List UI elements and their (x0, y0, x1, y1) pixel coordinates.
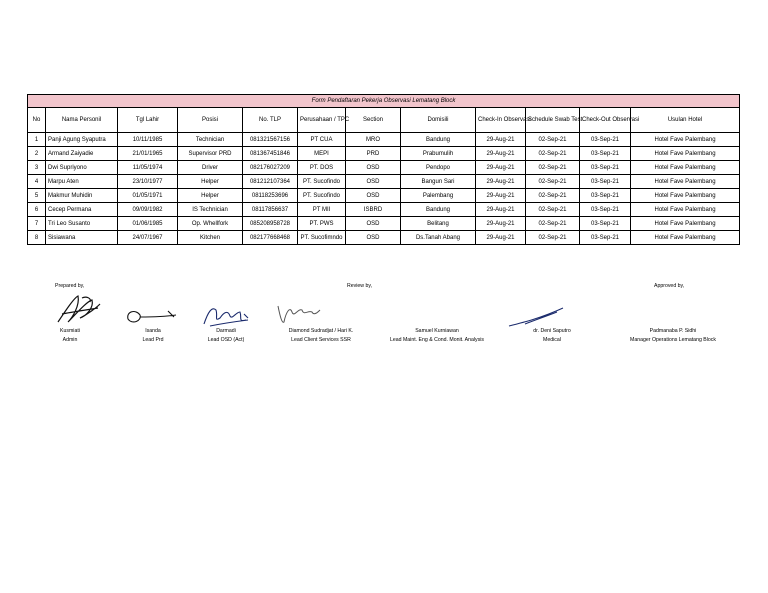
cell-section: ISBRD (346, 203, 401, 217)
cell-swab-test: 02-Sep-21 (526, 203, 580, 217)
table-row (28, 161, 740, 175)
table-row (28, 231, 740, 245)
signatory-role: Admin (62, 337, 78, 343)
table-row (28, 189, 740, 203)
cell-check-in: 29-Aug-21 (476, 161, 526, 175)
cell-no-tlp: 085208958728 (243, 217, 298, 231)
cell-section: OSD (346, 189, 401, 203)
cell-nama: Dwi Supriyono (46, 161, 118, 175)
cell-no: 7 (28, 217, 46, 231)
signatory-samuel (378, 327, 496, 345)
signatory-isanda (133, 327, 173, 345)
cell-check-out: 03-Sep-21 (580, 217, 631, 231)
header-no-tlp: No. TLP (243, 108, 298, 133)
header-usulan-hotel: Usulan Hotel (631, 108, 740, 133)
signatory-name: Kusmiati (60, 328, 80, 334)
cell-swab-test: 02-Sep-21 (526, 161, 580, 175)
table-row (28, 203, 740, 217)
review-by-label: Review by, (347, 283, 372, 289)
cell-no-tlp: 081367451846 (243, 147, 298, 161)
signatory-deni (517, 327, 587, 345)
cell-hotel: Hotel Fave Palembang (631, 189, 740, 203)
cell-perusahaan: MEPI (298, 147, 346, 161)
signatory-name: Samuel Kurniawan (415, 328, 459, 334)
cell-check-out: 03-Sep-21 (580, 147, 631, 161)
cell-perusahaan: PT. Sucofindo (298, 189, 346, 203)
cell-nama: Panji Agung Syaputra (46, 133, 118, 147)
cell-nama: Cecep Permana (46, 203, 118, 217)
cell-check-in: 29-Aug-21 (476, 133, 526, 147)
cell-tgl-lahir: 21/01/1965 (118, 147, 178, 161)
cell-check-in: 29-Aug-21 (476, 203, 526, 217)
cell-tgl-lahir: 11/05/1974 (118, 161, 178, 175)
signatory-name: Isanda (145, 328, 161, 334)
cell-posisi: Helper (178, 189, 243, 203)
cell-posisi: Supervisor PRD (178, 147, 243, 161)
cell-nama: Makmur Muhidin (46, 189, 118, 203)
cell-section: OSD (346, 217, 401, 231)
cell-hotel: Hotel Fave Palembang (631, 217, 740, 231)
signatory-name: Diamond Sudradjat / Hari K. (288, 328, 354, 334)
cell-tgl-lahir: 01/05/1971 (118, 189, 178, 203)
cell-perusahaan: PT. PWS (298, 217, 346, 231)
cell-hotel: Hotel Fave Palembang (631, 147, 740, 161)
table-row (28, 217, 740, 231)
header-perusahaan: Perusahaan / TPC (298, 108, 346, 133)
cell-tgl-lahir: 24/07/1967 (118, 231, 178, 245)
header-no: No (28, 108, 46, 133)
cell-no: 5 (28, 189, 46, 203)
cell-swab-test: 02-Sep-21 (526, 133, 580, 147)
table-row (28, 133, 740, 147)
cell-nama: Sisiawana (46, 231, 118, 245)
cell-check-in: 29-Aug-21 (476, 189, 526, 203)
cell-swab-test: 02-Sep-21 (526, 231, 580, 245)
signatory-role: Lead Prd (142, 337, 164, 343)
cell-no: 3 (28, 161, 46, 175)
cell-hotel: Hotel Fave Palembang (631, 133, 740, 147)
cell-domisili: Belitang (401, 217, 476, 231)
cell-check-in: 29-Aug-21 (476, 217, 526, 231)
header-row (28, 108, 740, 133)
cell-no-tlp: 08118253696 (243, 189, 298, 203)
cell-domisili: Bandung (401, 133, 476, 147)
registration-form (27, 94, 739, 245)
cell-domisili: Pendopo (401, 161, 476, 175)
cell-tgl-lahir: 09/09/1982 (118, 203, 178, 217)
cell-hotel: Hotel Fave Palembang (631, 175, 740, 189)
cell-check-out: 03-Sep-21 (580, 203, 631, 217)
cell-swab-test: 02-Sep-21 (526, 147, 580, 161)
signature-kusmiati-image (52, 292, 104, 328)
cell-no-tlp: 082176027209 (243, 161, 298, 175)
cell-no: 1 (28, 133, 46, 147)
cell-perusahaan: PT. Sucofindo (298, 175, 346, 189)
header-check-in: Check-In Observasi (476, 108, 526, 133)
cell-posisi: Technician (178, 133, 243, 147)
approved-by-label: Approved by, (654, 283, 685, 289)
cell-section: PRD (346, 147, 401, 161)
cell-tgl-lahir: 23/10/1977 (118, 175, 178, 189)
cell-section: OSD (346, 161, 401, 175)
signatory-role: Medical (543, 337, 561, 343)
title-row (28, 95, 740, 108)
cell-swab-test: 02-Sep-21 (526, 189, 580, 203)
header-check-out: Check-Out Observasi (580, 108, 631, 133)
header-tgl-lahir: Tgl Lahir (118, 108, 178, 133)
signatory-name: Darmadi (216, 328, 236, 334)
prepared-by-label: Prepared by, (55, 283, 85, 289)
cell-no-tlp: 081321567156 (243, 133, 298, 147)
cell-no: 4 (28, 175, 46, 189)
cell-posisi: Driver (178, 161, 243, 175)
cell-domisili: Bangun Sari (401, 175, 476, 189)
cell-posisi: Op. Whellfork (178, 217, 243, 231)
cell-no: 6 (28, 203, 46, 217)
cell-check-out: 03-Sep-21 (580, 231, 631, 245)
table-row (28, 147, 740, 161)
cell-perusahaan: PT. Sucofimndo (298, 231, 346, 245)
cell-no-tlp: 082177668468 (243, 231, 298, 245)
cell-domisili: Ds.Tanah Abang (401, 231, 476, 245)
cell-nama: Tri Leo Susanto (46, 217, 118, 231)
cell-tgl-lahir: 01/06/1985 (118, 217, 178, 231)
cell-perusahaan: PT CUA (298, 133, 346, 147)
signature-darmadi-image (198, 300, 254, 330)
header-domisili: Domisili (401, 108, 476, 133)
cell-check-in: 29-Aug-21 (476, 147, 526, 161)
cell-domisili: Palembang (401, 189, 476, 203)
cell-section: MRO (346, 133, 401, 147)
header-posisi: Posisi (178, 108, 243, 133)
cell-no: 2 (28, 147, 46, 161)
cell-posisi: IS Technician (178, 203, 243, 217)
signature-diamond-image (272, 298, 324, 328)
cell-check-out: 03-Sep-21 (580, 133, 631, 147)
signatory-name: dr. Deni Saputro (533, 328, 571, 334)
signatory-role: Manager Operations Lematang Block (630, 337, 716, 343)
cell-tgl-lahir: 10/11/1985 (118, 133, 178, 147)
cell-check-in: 29-Aug-21 (476, 175, 526, 189)
cell-domisili: Prabumulih (401, 147, 476, 161)
header-swab-test: Schedule Swab Test (526, 108, 580, 133)
cell-posisi: Kitchen (178, 231, 243, 245)
cell-hotel: Hotel Fave Palembang (631, 161, 740, 175)
header-section: Section (346, 108, 401, 133)
form-title: Form Pendaftaran Pekerja Observasi Lematang Block (28, 95, 740, 108)
signatory-diamond (266, 327, 376, 345)
signatory-darmadi (196, 327, 256, 345)
cell-check-out: 03-Sep-21 (580, 175, 631, 189)
cell-perusahaan: PT MII (298, 203, 346, 217)
registration-table (27, 94, 740, 245)
cell-no-tlp: 081212107364 (243, 175, 298, 189)
signatory-padmanaba (618, 327, 728, 345)
cell-check-in: 29-Aug-21 (476, 231, 526, 245)
signature-isanda-image (122, 305, 178, 329)
signatory-role: Lead OSD (Act) (207, 337, 245, 343)
cell-domisili: Bandung (401, 203, 476, 217)
header-nama-personil: Nama Personil (46, 108, 118, 133)
cell-section: OSD (346, 175, 401, 189)
cell-swab-test: 02-Sep-21 (526, 217, 580, 231)
signatory-role: Lead Maint. Eng & Cond. Monit. Analysis (389, 337, 484, 343)
signatory-kusmiati (50, 327, 90, 345)
cell-no: 8 (28, 231, 46, 245)
cell-posisi: Helper (178, 175, 243, 189)
cell-swab-test: 02-Sep-21 (526, 175, 580, 189)
table-row (28, 175, 740, 189)
cell-nama: Armand Zaiyadie (46, 147, 118, 161)
cell-check-out: 03-Sep-21 (580, 161, 631, 175)
cell-check-out: 03-Sep-21 (580, 189, 631, 203)
cell-section: OSD (346, 231, 401, 245)
cell-no-tlp: 08117856637 (243, 203, 298, 217)
signatory-role: Lead Client Services SSR (291, 337, 351, 343)
cell-nama: Marpu Aten (46, 175, 118, 189)
cell-perusahaan: PT. DOS (298, 161, 346, 175)
signatory-name: Padmanaba P. Sidhi (649, 328, 697, 334)
cell-hotel: Hotel Fave Palembang (631, 203, 740, 217)
cell-hotel: Hotel Fave Palembang (631, 231, 740, 245)
